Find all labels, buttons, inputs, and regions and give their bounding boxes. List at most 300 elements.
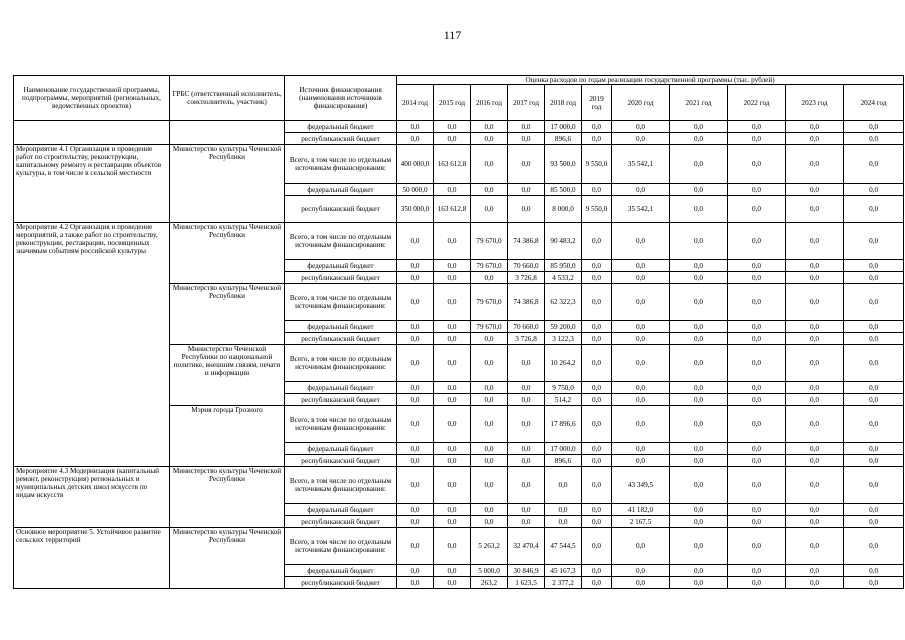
grbs-cell: Министерство культуры Чеченской Республики: [170, 145, 285, 223]
value-cell: 0,0: [670, 284, 728, 321]
value-cell: 0,0: [786, 565, 844, 577]
funding-source-cell: Всего, в том числе по отдельным источникам финансирования:: [285, 345, 397, 382]
value-cell: 0,0: [670, 394, 728, 406]
value-cell: 0,0: [670, 528, 728, 565]
value-cell: 79 670,0: [471, 284, 508, 321]
funding-source-cell: федеральный бюджет: [285, 184, 397, 196]
value-cell: 0,0: [786, 382, 844, 394]
funding-source-cell: федеральный бюджет: [285, 504, 397, 516]
grbs-cell: Министерство культуры Чеченской Республики: [170, 467, 285, 528]
value-cell: 0,0: [844, 223, 904, 260]
value-cell: 1 623,5: [508, 577, 545, 589]
value-cell: 0,0: [786, 467, 844, 504]
header-year: 2017 год: [508, 85, 545, 121]
value-cell: 43 349,5: [612, 467, 670, 504]
value-cell: 0,0: [434, 121, 471, 133]
value-cell: 0,0: [471, 184, 508, 196]
funding-source-cell: республиканский бюджет: [285, 333, 397, 345]
header-year: 2021 год: [670, 85, 728, 121]
value-cell: 0,0: [397, 272, 434, 284]
grbs-cell: Министерство культуры Чеченской Республики: [170, 284, 285, 345]
value-cell: 0,0: [508, 121, 545, 133]
value-cell: 0,0: [670, 133, 728, 145]
value-cell: 0,0: [434, 321, 471, 333]
value-cell: 0,0: [844, 577, 904, 589]
value-cell: 0,0: [434, 345, 471, 382]
value-cell: 0,0: [728, 223, 786, 260]
value-cell: 0,0: [471, 133, 508, 145]
value-cell: 0,0: [844, 345, 904, 382]
value-cell: 0,0: [844, 284, 904, 321]
value-cell: 0,0: [844, 382, 904, 394]
value-cell: 5 263,2: [471, 528, 508, 565]
value-cell: 0,0: [471, 443, 508, 455]
value-cell: 8 000,0: [545, 196, 582, 223]
grbs-cell: Министерство Чеченской Республики по национальной политике, внешним связям, печати и информации: [170, 345, 285, 406]
value-cell: 0,0: [728, 382, 786, 394]
value-cell: 0,0: [471, 455, 508, 467]
value-cell: 0,0: [728, 394, 786, 406]
value-cell: 0,0: [612, 382, 670, 394]
value-cell: 350 000,0: [397, 196, 434, 223]
value-cell: 0,0: [670, 565, 728, 577]
header-estimate: Оценка расходов по годам реализации государственной программы (тыс. рублей): [397, 76, 904, 85]
value-cell: 0,0: [582, 577, 612, 589]
value-cell: 0,0: [612, 394, 670, 406]
value-cell: 0,0: [397, 284, 434, 321]
grbs-cell: [170, 121, 285, 145]
value-cell: 0,0: [670, 333, 728, 345]
budget-table: [13, 75, 904, 589]
value-cell: 0,0: [434, 333, 471, 345]
value-cell: 0,0: [582, 133, 612, 145]
value-cell: 0,0: [728, 121, 786, 133]
value-cell: 0,0: [434, 443, 471, 455]
value-cell: 0,0: [471, 394, 508, 406]
header-year: 2018 год: [545, 85, 582, 121]
value-cell: 0,0: [582, 528, 612, 565]
value-cell: 0,0: [844, 455, 904, 467]
value-cell: 0,0: [844, 184, 904, 196]
value-cell: 93 500,0: [545, 145, 582, 184]
value-cell: 0,0: [786, 333, 844, 345]
value-cell: 0,0: [582, 272, 612, 284]
value-cell: 0,0: [670, 184, 728, 196]
value-cell: 0,0: [844, 133, 904, 145]
value-cell: 0,0: [434, 516, 471, 528]
page-number: 117: [443, 28, 462, 42]
value-cell: 0,0: [844, 516, 904, 528]
value-cell: 0,0: [670, 345, 728, 382]
value-cell: 0,0: [786, 455, 844, 467]
value-cell: 0,0: [670, 455, 728, 467]
value-cell: 0,0: [786, 284, 844, 321]
header-year: 2016 год: [471, 85, 508, 121]
value-cell: 0,0: [508, 145, 545, 184]
header-year: 2022 год: [728, 85, 786, 121]
value-cell: 0,0: [508, 394, 545, 406]
grbs-cell: Мэрия города Грозного: [170, 406, 285, 467]
value-cell: 0,0: [582, 321, 612, 333]
value-cell: 0,0: [728, 321, 786, 333]
value-cell: 0,0: [728, 333, 786, 345]
value-cell: 0,0: [582, 516, 612, 528]
value-cell: 4 533,2: [545, 272, 582, 284]
header-source: Источник финансирования (наименования источников финансирования): [285, 76, 397, 121]
value-cell: 0,0: [786, 272, 844, 284]
value-cell: 0,0: [612, 284, 670, 321]
value-cell: 0,0: [612, 455, 670, 467]
value-cell: 0,0: [582, 333, 612, 345]
value-cell: 0,0: [582, 406, 612, 443]
grbs-cell: Министерство культуры Чеченской Республики: [170, 223, 285, 284]
value-cell: 0,0: [582, 121, 612, 133]
value-cell: 17 000,0: [545, 443, 582, 455]
value-cell: 0,0: [508, 345, 545, 382]
value-cell: 0,0: [434, 455, 471, 467]
value-cell: 0,0: [844, 333, 904, 345]
value-cell: 0,0: [508, 467, 545, 504]
value-cell: 0,0: [582, 565, 612, 577]
value-cell: 0,0: [728, 443, 786, 455]
value-cell: 0,0: [471, 382, 508, 394]
value-cell: 0,0: [471, 145, 508, 184]
value-cell: 0,0: [508, 196, 545, 223]
value-cell: 0,0: [397, 467, 434, 504]
value-cell: 0,0: [582, 260, 612, 272]
value-cell: 0,0: [582, 394, 612, 406]
value-cell: 0,0: [471, 121, 508, 133]
table-row: [14, 223, 904, 260]
funding-source-cell: федеральный бюджет: [285, 443, 397, 455]
measure-name-cell: Мероприятие 4.3 Модернизация (капитальный ремонт, реконструкция) региональных и муниципальных детских школ искусств по видам искусств: [14, 467, 170, 528]
funding-source-cell: Всего, в том числе по отдельным источникам финансирования:: [285, 528, 397, 565]
header-year: 2019 год: [582, 85, 612, 121]
funding-source-cell: Всего, в том числе по отдельным источникам финансирования:: [285, 467, 397, 504]
value-cell: 0,0: [844, 467, 904, 504]
value-cell: 0,0: [670, 382, 728, 394]
value-cell: 0,0: [844, 504, 904, 516]
value-cell: 0,0: [786, 260, 844, 272]
value-cell: 2 167,5: [612, 516, 670, 528]
value-cell: 47 544,5: [545, 528, 582, 565]
value-cell: 45 167,3: [545, 565, 582, 577]
value-cell: 0,0: [471, 345, 508, 382]
value-cell: 0,0: [670, 443, 728, 455]
value-cell: 90 483,2: [545, 223, 582, 260]
value-cell: 0,0: [670, 516, 728, 528]
value-cell: 85 950,0: [545, 260, 582, 272]
value-cell: 70 660,0: [508, 260, 545, 272]
value-cell: 0,0: [434, 272, 471, 284]
value-cell: 0,0: [434, 467, 471, 504]
value-cell: 0,0: [728, 406, 786, 443]
value-cell: 0,0: [508, 455, 545, 467]
value-cell: 0,0: [471, 196, 508, 223]
value-cell: 0,0: [508, 443, 545, 455]
value-cell: 0,0: [471, 516, 508, 528]
value-cell: 514,2: [545, 394, 582, 406]
value-cell: 0,0: [728, 133, 786, 145]
value-cell: 0,0: [786, 394, 844, 406]
value-cell: 0,0: [582, 223, 612, 260]
value-cell: 0,0: [844, 394, 904, 406]
value-cell: 0,0: [471, 406, 508, 443]
value-cell: 0,0: [786, 145, 844, 184]
value-cell: 0,0: [612, 406, 670, 443]
measure-name-cell: [14, 121, 170, 145]
value-cell: 0,0: [582, 284, 612, 321]
value-cell: 0,0: [434, 406, 471, 443]
value-cell: 30 846,9: [508, 565, 545, 577]
funding-source-cell: республиканский бюджет: [285, 394, 397, 406]
value-cell: 0,0: [786, 406, 844, 443]
value-cell: 0,0: [508, 504, 545, 516]
value-cell: 0,0: [397, 223, 434, 260]
value-cell: 0,0: [434, 133, 471, 145]
value-cell: 0,0: [397, 577, 434, 589]
value-cell: 17 000,0: [545, 121, 582, 133]
value-cell: 5 000,0: [471, 565, 508, 577]
value-cell: 0,0: [844, 528, 904, 565]
value-cell: 0,0: [670, 196, 728, 223]
value-cell: 0,0: [728, 184, 786, 196]
value-cell: 0,0: [786, 516, 844, 528]
value-cell: 0,0: [508, 133, 545, 145]
value-cell: 0,0: [397, 394, 434, 406]
value-cell: 0,0: [670, 321, 728, 333]
value-cell: 0,0: [612, 321, 670, 333]
value-cell: 0,0: [844, 145, 904, 184]
value-cell: 0,0: [612, 443, 670, 455]
value-cell: 0,0: [728, 577, 786, 589]
value-cell: 0,0: [612, 565, 670, 577]
funding-source-cell: республиканский бюджет: [285, 577, 397, 589]
value-cell: 0,0: [728, 284, 786, 321]
value-cell: 0,0: [786, 121, 844, 133]
value-cell: 0,0: [434, 528, 471, 565]
value-cell: 263,2: [471, 577, 508, 589]
header-year: 2023 год: [786, 85, 844, 121]
value-cell: 0,0: [397, 321, 434, 333]
value-cell: 896,6: [545, 133, 582, 145]
value-cell: 0,0: [670, 577, 728, 589]
value-cell: 0,0: [728, 260, 786, 272]
value-cell: 0,0: [612, 345, 670, 382]
value-cell: 0,0: [786, 133, 844, 145]
table-row: [14, 528, 904, 565]
value-cell: 9 550,0: [582, 145, 612, 184]
value-cell: 0,0: [844, 196, 904, 223]
value-cell: 0,0: [508, 516, 545, 528]
value-cell: 0,0: [397, 528, 434, 565]
header-year: 2014 год: [397, 85, 434, 121]
value-cell: 0,0: [670, 145, 728, 184]
value-cell: 0,0: [844, 260, 904, 272]
value-cell: 0,0: [508, 184, 545, 196]
value-cell: 3 726,8: [508, 272, 545, 284]
value-cell: 0,0: [728, 345, 786, 382]
value-cell: 0,0: [397, 333, 434, 345]
value-cell: 0,0: [612, 577, 670, 589]
value-cell: 0,0: [471, 272, 508, 284]
measure-name-cell: Основное мероприятие 5. Устойчивое развитие сельских территорий: [14, 528, 170, 589]
funding-source-cell: республиканский бюджет: [285, 272, 397, 284]
value-cell: 10 264,2: [545, 345, 582, 382]
value-cell: 50 000,0: [397, 184, 434, 196]
value-cell: 0,0: [582, 467, 612, 504]
value-cell: 59 200,0: [545, 321, 582, 333]
value-cell: 0,0: [844, 272, 904, 284]
value-cell: 0,0: [434, 260, 471, 272]
value-cell: 0,0: [397, 133, 434, 145]
value-cell: 0,0: [397, 565, 434, 577]
value-cell: 0,0: [434, 504, 471, 516]
funding-source-cell: республиканский бюджет: [285, 455, 397, 467]
value-cell: 17 896,6: [545, 406, 582, 443]
value-cell: 0,0: [844, 121, 904, 133]
value-cell: 0,0: [728, 272, 786, 284]
value-cell: 0,0: [434, 184, 471, 196]
value-cell: 0,0: [728, 455, 786, 467]
value-cell: 0,0: [434, 394, 471, 406]
value-cell: 0,0: [397, 406, 434, 443]
value-cell: 0,0: [786, 345, 844, 382]
funding-source-cell: Всего, в том числе по отдельным источникам финансирования:: [285, 145, 397, 184]
value-cell: 400 000,0: [397, 145, 434, 184]
value-cell: 0,0: [612, 121, 670, 133]
header-name: Наименование государственной программы, подпрограммы, мероприятий (региональных, ведомственных проектов): [14, 76, 170, 121]
funding-source-cell: федеральный бюджет: [285, 260, 397, 272]
value-cell: 79 670,0: [471, 223, 508, 260]
value-cell: 0,0: [844, 406, 904, 443]
value-cell: 9 750,0: [545, 382, 582, 394]
value-cell: 35 542,1: [612, 196, 670, 223]
value-cell: 896,6: [545, 455, 582, 467]
value-cell: 0,0: [397, 382, 434, 394]
value-cell: 62 322,3: [545, 284, 582, 321]
funding-source-cell: федеральный бюджет: [285, 382, 397, 394]
value-cell: 0,0: [728, 467, 786, 504]
value-cell: 0,0: [728, 504, 786, 516]
value-cell: 74 386,8: [508, 284, 545, 321]
value-cell: 0,0: [786, 223, 844, 260]
value-cell: 0,0: [434, 223, 471, 260]
value-cell: 0,0: [612, 133, 670, 145]
value-cell: 0,0: [728, 528, 786, 565]
value-cell: 0,0: [670, 121, 728, 133]
value-cell: 74 386,8: [508, 223, 545, 260]
value-cell: 0,0: [545, 504, 582, 516]
value-cell: 2 377,2: [545, 577, 582, 589]
value-cell: 0,0: [728, 196, 786, 223]
value-cell: 0,0: [582, 455, 612, 467]
value-cell: 0,0: [670, 223, 728, 260]
value-cell: 0,0: [786, 196, 844, 223]
grbs-cell: Министерство культуры Чеченской Республики: [170, 528, 285, 589]
funding-source-cell: федеральный бюджет: [285, 321, 397, 333]
value-cell: 0,0: [582, 184, 612, 196]
funding-source-cell: федеральный бюджет: [285, 565, 397, 577]
value-cell: 0,0: [786, 528, 844, 565]
value-cell: 0,0: [397, 121, 434, 133]
value-cell: 0,0: [434, 565, 471, 577]
value-cell: 0,0: [545, 467, 582, 504]
value-cell: 85 500,0: [545, 184, 582, 196]
funding-source-cell: федеральный бюджет: [285, 121, 397, 133]
value-cell: 0,0: [397, 504, 434, 516]
value-cell: 0,0: [582, 382, 612, 394]
value-cell: 3 726,8: [508, 333, 545, 345]
value-cell: 0,0: [786, 443, 844, 455]
value-cell: 0,0: [434, 382, 471, 394]
value-cell: 0,0: [786, 321, 844, 333]
value-cell: 0,0: [786, 504, 844, 516]
value-cell: 0,0: [434, 284, 471, 321]
table-row: [14, 145, 904, 184]
value-cell: 0,0: [582, 504, 612, 516]
value-cell: 0,0: [670, 467, 728, 504]
value-cell: 0,0: [728, 145, 786, 184]
value-cell: 0,0: [397, 443, 434, 455]
value-cell: 79 670,0: [471, 260, 508, 272]
header-grbs: ГРБС (ответственный исполнитель, соисполнитель, участник): [170, 76, 285, 121]
value-cell: 35 542,1: [612, 145, 670, 184]
funding-source-cell: Всего, в том числе по отдельным источникам финансирования:: [285, 406, 397, 443]
value-cell: 0,0: [397, 345, 434, 382]
funding-source-cell: республиканский бюджет: [285, 516, 397, 528]
value-cell: 0,0: [670, 406, 728, 443]
value-cell: 0,0: [545, 516, 582, 528]
value-cell: 0,0: [670, 260, 728, 272]
value-cell: 0,0: [471, 467, 508, 504]
header-year: 2020 год: [612, 85, 670, 121]
value-cell: 0,0: [508, 382, 545, 394]
value-cell: 3 122,3: [545, 333, 582, 345]
value-cell: 70 660,0: [508, 321, 545, 333]
value-cell: 0,0: [844, 443, 904, 455]
funding-source-cell: Всего, в том числе по отдельным источникам финансирования:: [285, 284, 397, 321]
table-row: [14, 121, 904, 133]
table-row: [14, 467, 904, 504]
value-cell: 0,0: [728, 516, 786, 528]
value-cell: 163 612,8: [434, 196, 471, 223]
value-cell: 0,0: [612, 528, 670, 565]
value-cell: 9 550,0: [582, 196, 612, 223]
funding-source-cell: республиканский бюджет: [285, 196, 397, 223]
value-cell: 0,0: [397, 455, 434, 467]
funding-source-cell: республиканский бюджет: [285, 133, 397, 145]
value-cell: 0,0: [612, 272, 670, 284]
value-cell: 0,0: [612, 333, 670, 345]
header-year: 2015 год: [434, 85, 471, 121]
value-cell: 79 670,0: [471, 321, 508, 333]
value-cell: 163 612,8: [434, 145, 471, 184]
value-cell: 0,0: [612, 184, 670, 196]
value-cell: 0,0: [434, 577, 471, 589]
value-cell: 0,0: [612, 260, 670, 272]
value-cell: 0,0: [786, 577, 844, 589]
value-cell: 0,0: [397, 516, 434, 528]
value-cell: 0,0: [844, 565, 904, 577]
value-cell: 41 182,0: [612, 504, 670, 516]
measure-name-cell: Мероприятие 4.1 Организация и проведение работ по строительству, реконструкции, капитальному ремонту и реставрации объектов культуры, в том числе в сельской местности: [14, 145, 170, 223]
value-cell: 0,0: [670, 272, 728, 284]
header-year: 2024 год: [844, 85, 904, 121]
value-cell: 0,0: [471, 504, 508, 516]
value-cell: 0,0: [508, 406, 545, 443]
value-cell: 0,0: [471, 333, 508, 345]
